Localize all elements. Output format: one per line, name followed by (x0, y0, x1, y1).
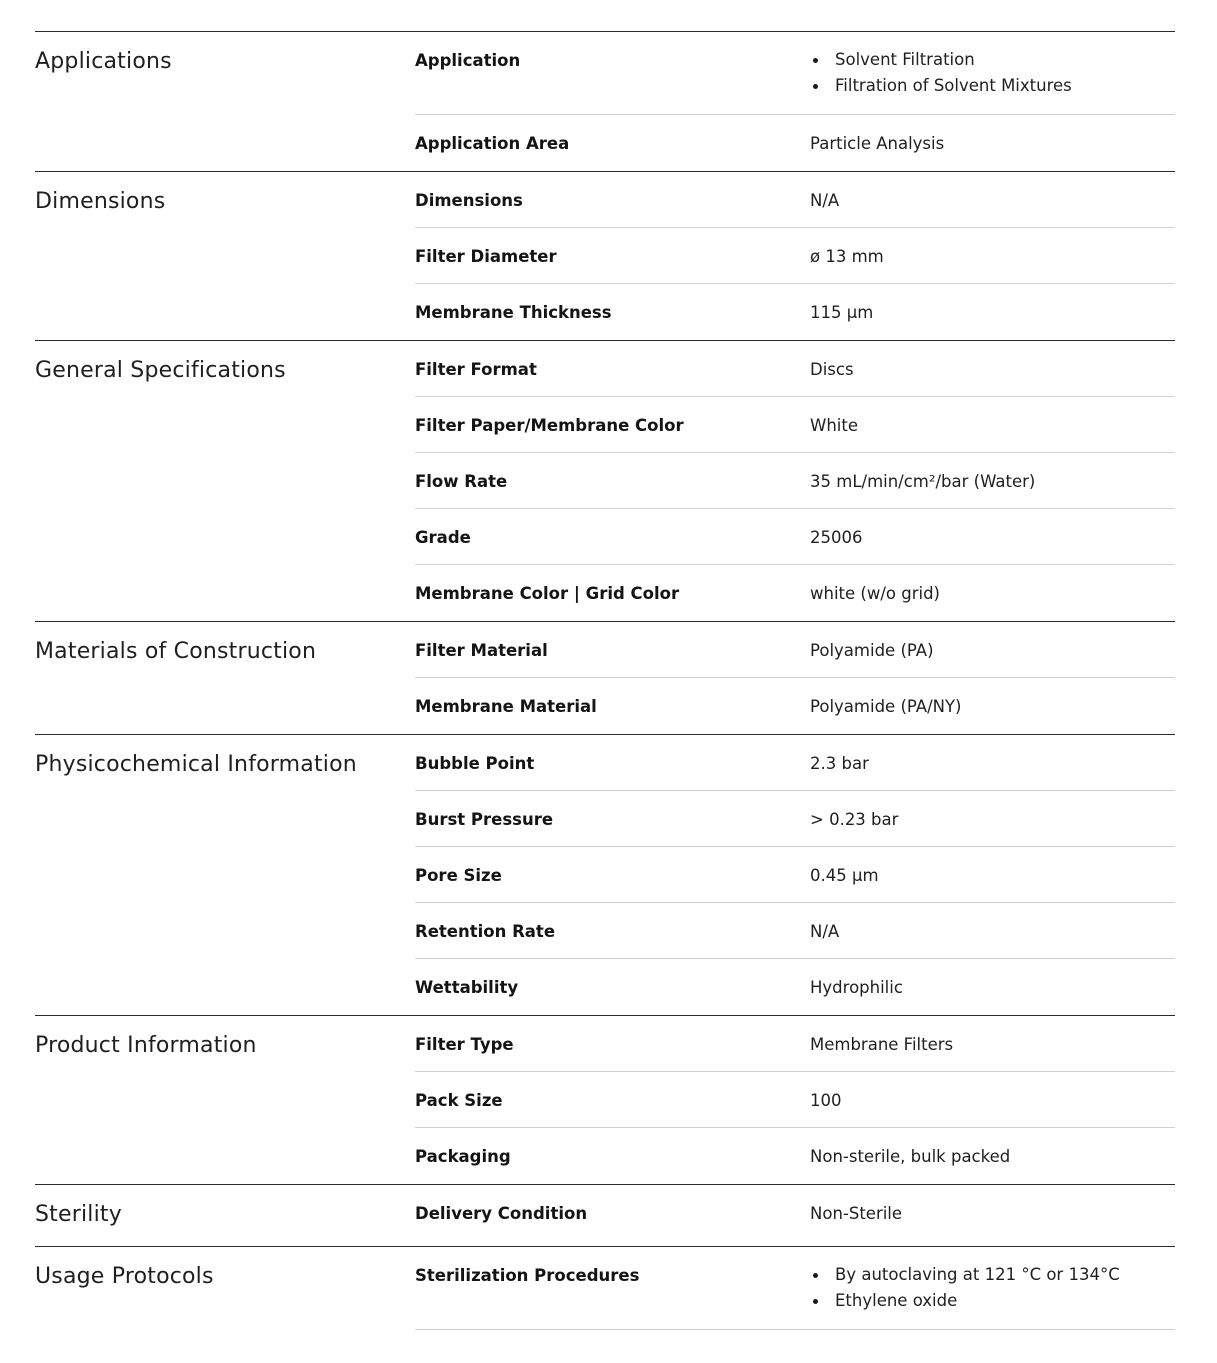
spec-value: N/A (810, 922, 840, 941)
spec-value: 35 mL/min/cm²/bar (Water) (810, 472, 1036, 491)
spec-value: 100 (810, 1091, 842, 1110)
list-item: By autoclaving at 121 °C or 134°C (835, 1262, 1175, 1288)
spec-row (415, 397, 1175, 453)
spec-value: 25006 (810, 528, 863, 547)
spec-value: 115 µm (810, 303, 874, 322)
value-list (810, 47, 1175, 99)
spec-property: Sterilization Procedures (415, 1266, 640, 1285)
spec-row (415, 847, 1175, 903)
spec-row (415, 341, 1175, 397)
spec-rows (415, 1185, 1175, 1246)
spec-group-sterility (35, 1184, 1175, 1246)
group-title: Physicochemical Information (35, 752, 357, 777)
spec-group-dimensions (35, 171, 1175, 340)
spec-row (415, 228, 1175, 284)
group-title: Usage Protocols (35, 1264, 214, 1289)
spec-row (415, 115, 1175, 171)
spec-row (415, 678, 1175, 734)
spec-property: Dimensions (415, 191, 523, 210)
spec-rows (415, 1247, 1175, 1330)
spec-property: Application Area (415, 134, 570, 153)
spec-rows (415, 32, 1175, 171)
spec-row (415, 791, 1175, 847)
spec-property: Grade (415, 528, 471, 547)
spec-row (415, 622, 1175, 678)
spec-value: N/A (810, 191, 840, 210)
spec-property: Packaging (415, 1147, 511, 1166)
spec-group-product-information (35, 1015, 1175, 1184)
spec-group-materials-of-construction (35, 621, 1175, 734)
value-list (810, 1262, 1175, 1314)
spec-property: Pack Size (415, 1091, 503, 1110)
spec-property: Bubble Point (415, 754, 535, 773)
spec-value: Hydrophilic (810, 978, 903, 997)
group-title: Materials of Construction (35, 639, 317, 664)
list-item: Solvent Filtration (835, 47, 1175, 73)
spec-row (415, 1247, 1175, 1330)
spec-property: Membrane Material (415, 697, 597, 716)
spec-value: Particle Analysis (810, 134, 945, 153)
spec-value: Polyamide (PA) (810, 641, 934, 660)
spec-row (415, 172, 1175, 228)
spec-value (810, 32, 1175, 114)
spec-property: Membrane Thickness (415, 303, 612, 322)
spec-value: White (810, 416, 858, 435)
group-title: Sterility (35, 1202, 122, 1227)
spec-rows (415, 1016, 1175, 1184)
spec-property: Pore Size (415, 866, 502, 885)
spec-property: Application (415, 51, 521, 70)
spec-value: Non-Sterile (810, 1204, 903, 1223)
list-item: Ethylene oxide (835, 1288, 1175, 1314)
list-item: Filtration of Solvent Mixtures (835, 73, 1175, 99)
spec-row (415, 1128, 1175, 1184)
specifications-table (35, 31, 1175, 1330)
spec-group-physicochemical-information (35, 734, 1175, 1015)
group-title: Applications (35, 49, 172, 74)
spec-row (415, 284, 1175, 340)
spec-row (415, 1072, 1175, 1128)
spec-rows (415, 622, 1175, 734)
spec-group-usage-protocols (35, 1246, 1175, 1330)
spec-value: 0.45 µm (810, 866, 879, 885)
spec-value: ø 13 mm (810, 247, 884, 266)
spec-row (415, 565, 1175, 621)
spec-value: white (w/o grid) (810, 584, 940, 603)
spec-value: Discs (810, 360, 854, 379)
spec-row (415, 903, 1175, 959)
spec-property: Filter Format (415, 360, 537, 379)
spec-value: 2.3 bar (810, 754, 869, 773)
spec-property: Filter Paper/Membrane Color (415, 416, 684, 435)
spec-property: Filter Diameter (415, 247, 557, 266)
spec-property: Membrane Color | Grid Color (415, 584, 680, 603)
spec-value (810, 1247, 1175, 1329)
spec-value: Non-sterile, bulk packed (810, 1147, 1011, 1166)
spec-property: Filter Type (415, 1035, 514, 1054)
spec-row (415, 1016, 1175, 1072)
group-title: General Specifications (35, 358, 286, 383)
spec-property: Wettability (415, 978, 519, 997)
spec-property: Flow Rate (415, 472, 508, 491)
spec-property: Retention Rate (415, 922, 556, 941)
spec-value: Membrane Filters (810, 1035, 954, 1054)
spec-group-general-specifications (35, 340, 1175, 621)
spec-property: Delivery Condition (415, 1204, 588, 1223)
spec-value: Polyamide (PA/NY) (810, 697, 962, 716)
group-title: Dimensions (35, 189, 166, 214)
spec-row (415, 735, 1175, 791)
spec-rows (415, 735, 1175, 1015)
spec-value: > 0.23 bar (810, 810, 899, 829)
spec-row (415, 32, 1175, 115)
spec-row (415, 453, 1175, 509)
spec-property: Filter Material (415, 641, 548, 660)
group-title: Product Information (35, 1033, 257, 1058)
spec-row (415, 509, 1175, 565)
spec-row (415, 959, 1175, 1015)
spec-rows (415, 172, 1175, 340)
spec-group-applications (35, 31, 1175, 171)
spec-row (415, 1185, 1175, 1241)
spec-rows (415, 341, 1175, 621)
spec-property: Burst Pressure (415, 810, 554, 829)
